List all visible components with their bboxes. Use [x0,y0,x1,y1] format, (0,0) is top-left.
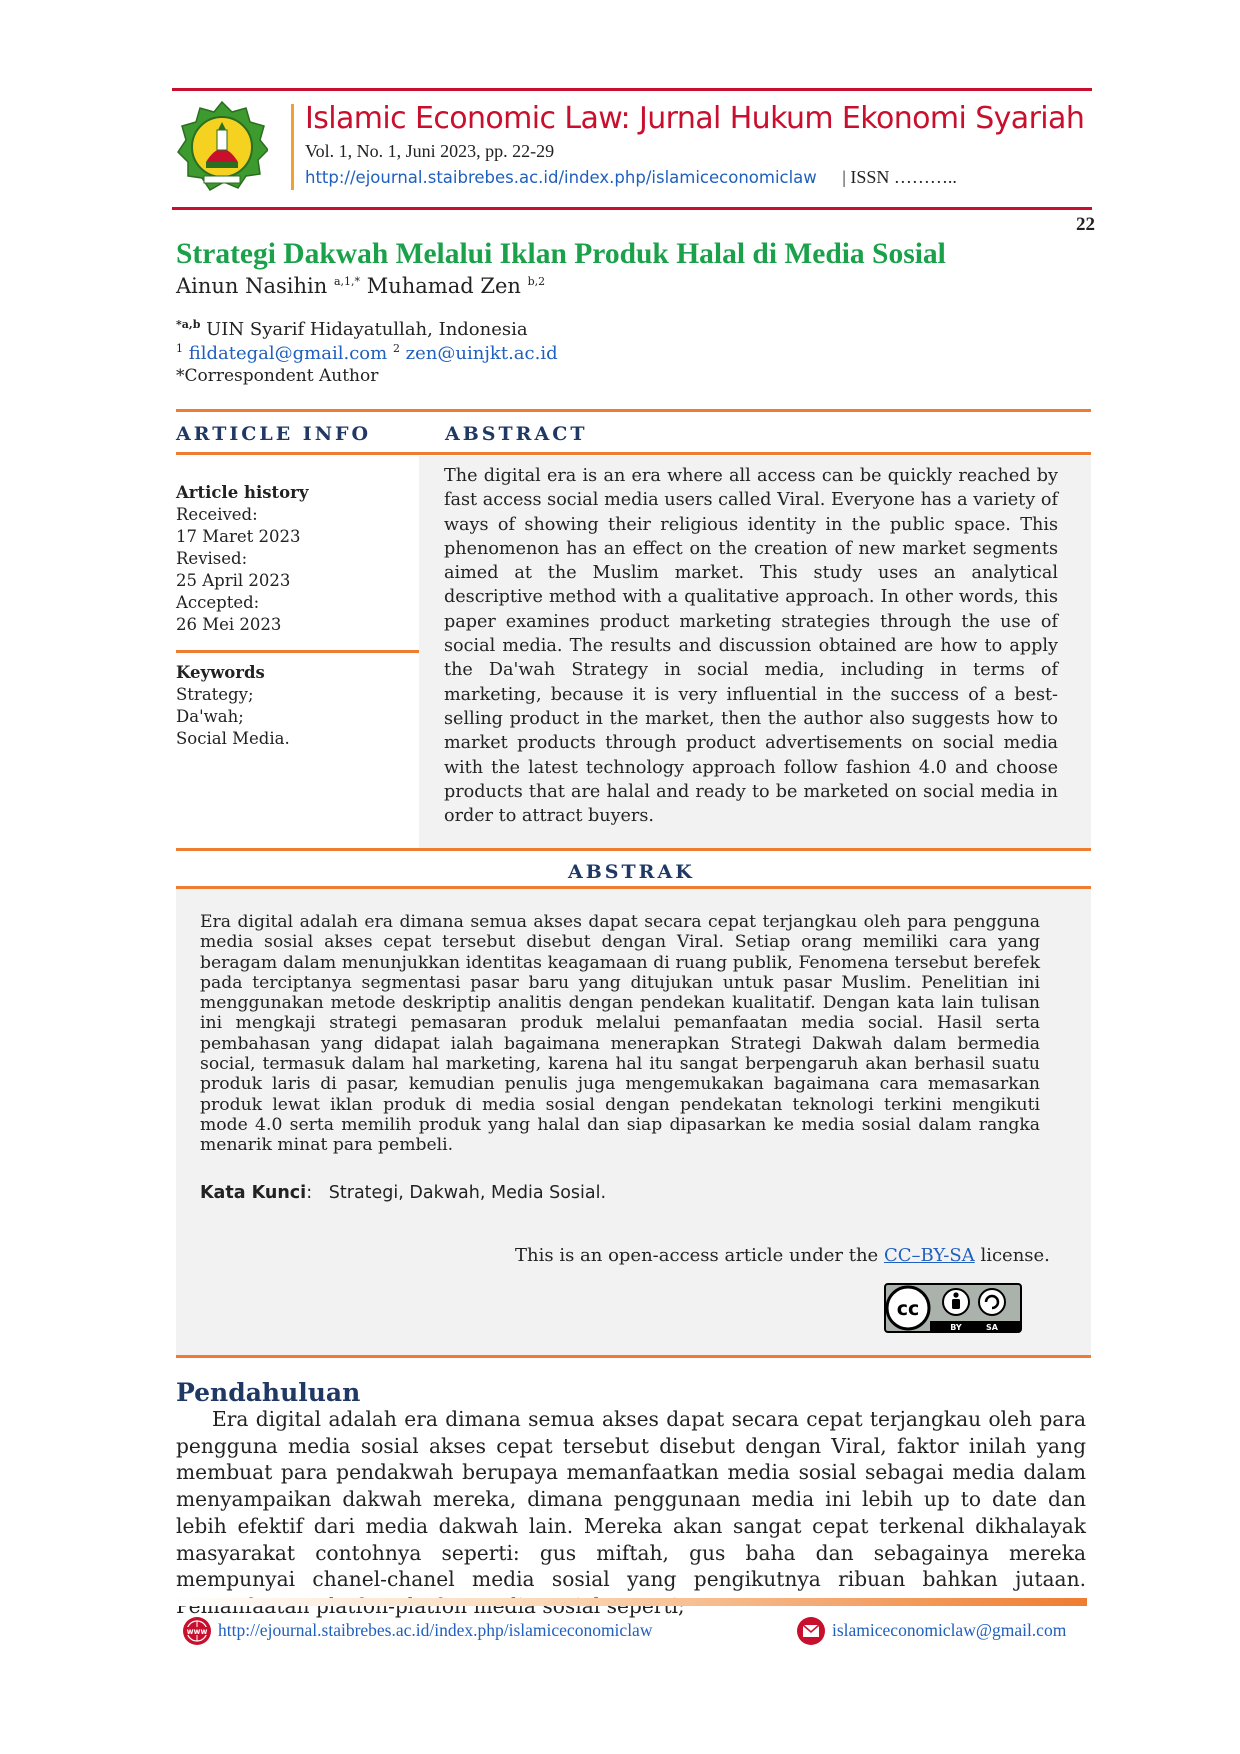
www-globe-icon [182,1616,212,1646]
affiliation-line [176,318,528,340]
abstrak-bottom-rule [176,1355,1091,1358]
email-2-sup: 2 [392,342,400,355]
section-title-pendahuluan: Pendahuluan [176,1378,361,1407]
affiliation: UIN Syarif Hidayatullah, Indonesia [206,319,528,340]
header-bottom-rule [172,207,1092,210]
keywords-label: Keywords [176,663,265,682]
abstrak-top-rule [176,848,1091,851]
info-left-rule [176,452,419,455]
article-history-block [176,482,308,636]
journal-url-line [305,167,957,188]
author-2-sup: b,2 [527,275,546,288]
abstract-heading: ABSTRACT [445,423,588,445]
cc-sa-label: SA [986,1323,998,1332]
keywords-block [176,662,290,750]
correspondent-note: *Correspondent Author [176,366,379,386]
keyword-item: Social Media. [176,729,290,748]
header-accent-bar [291,104,294,190]
stai-brebes-logo-icon [176,100,268,192]
cc-by-label: BY [950,1323,962,1332]
kata-kunci-values: Strategi, Dakwah, Media Sosial. [328,1183,607,1203]
kata-kunci-label: Kata Kunci [200,1183,307,1203]
footer-gradient-rule [172,1598,1087,1606]
keyword-item: Strategy; [176,685,254,704]
header-top-rule [172,88,1092,91]
author-line [176,274,545,298]
email-1-link[interactable]: fildategal@gmail.com [188,343,388,364]
journal-issn: | ISSN ……….. [842,167,957,187]
revised-label: Revised: [176,549,248,568]
received-date: 17 Maret 2023 [176,527,301,546]
article-info-heading: ARTICLE INFO [176,423,372,445]
info-top-rule [176,409,1091,412]
journal-title: Islamic Economic Law: Jurnal Hukum Ekonomi Syariah [305,101,1085,136]
page-number: 22 [1076,214,1095,235]
abstrak-heading: ABSTRAK [568,861,695,883]
abstract-text: The digital era is an era where all access can be quickly reached by fast access social media users called Viral. Everyone has a variety of ways of showing their religious identity in the public space. This phenomenon has an effect on the creation of new market segments aimed at the Muslim market. This study uses an analytical descriptive method with a qualitative approach. In other words, this paper examines product marketing strategies through the use of social media. The results and discussion obtained are how to apply the Da'wah Strategy in social media, including in terms of marketing, because it is very influential in the success of a best-selling product in the market, then the author also suggests how to market products through product advertisements on social media with the latest technology approach follow fashion 4.0 and choose products that are halal and ready to be marketed on social media in order to attract buyers. [444,466,1058,827]
author-2: Muhamad Zen [366,274,521,298]
journal-volume: Vol. 1, No. 1, Juni 2023, pp. 22-29 [305,141,555,161]
license-link[interactable]: CC–BY-SA [883,1245,975,1266]
abstrak-text: Era digital adalah era dimana semua akses dapat secara cepat terjangkau oleh para pengguna media sosial akses cepat tersebut disebut dengan Viral. Setiap orang memiliki cara yang beragam dalam menunjukkan identitas keagamaan di ruang publik, Fenomena tersebut berefek pada terciptanya segmentasi pasar baru yang ditujukan untuk pasar Muslim. Penelitian ini menggunakan metode deskriptip analitis dengan pendekan kualitatif. Dengan kata lain tulisan ini mengkaji strategi pemasaran produk melalui pemanfaatan media social. Hasil serta pembahasan yang didapat ialah bagaimana menerapkan Strategi Dakwah dalam bermedia social, termasuk dalam hal marketing, karena hal itu sangat berpengaruh akan berhasil suatu produk laris di pasar, kemudian penulis juga mengemukakan bagaimana cara memasarkan produk lewat iklan produk di media sosial dengan pendekatan teknologi terkini mengikuti mode 4.0 serta memilih produk yang halal dan siap dipasarkan ke media sosial dalam rangka menarik minat para pembeli. [200,912,1040,1156]
www-label: www [186,1627,208,1636]
intro-paragraph-text: Era digital adalah era dimana semua akses dapat secara cepat terjangkau oleh para pengguna media sosial akses cepat tersebut disebut dengan Viral, faktor inilah yang membuat para pendakwah berupaya memanfaatkan media sosial sebagai media dalam menyampaikan dakwah mereka, dimana penggunaan media ini lebih up to date dan lebih efektif dari media dakwah lain. Mereka akan sangat cepat terkenal dikhalayak masyarakat contohnya seperti: gus miftah, gus baha dan sebagainya mereka mempunyai chanel-chanel media sosial yang pengikutnya ribuan bahkan jutaan. [176,1407,1086,1592]
license-suffix: license. [974,1245,1050,1266]
journal-url-link[interactable]: http://ejournal.staibrebes.ac.id/index.php/islamiceconomiclaw [305,168,817,187]
accepted-label: Accepted: [176,593,260,612]
keyword-item: Da'wah; [176,707,244,726]
footer-email-link[interactable]: islamiceconomiclaw@gmail.com [832,1620,1067,1640]
license-line [515,1245,1050,1266]
license-prefix: This is an open-access article under the [515,1245,884,1266]
email-line [176,342,558,364]
email-1-sup: 1 [176,342,183,355]
intro-paragraph [176,1406,1086,1620]
email-2-link[interactable]: zen@uinjkt.ac.id [405,343,558,364]
footer-url-link[interactable]: http://ejournal.staibrebes.ac.id/index.php/islamiceconomiclaw [218,1620,653,1640]
received-label: Received: [176,505,258,524]
author-1-sup: a,1,* [333,275,361,288]
cc-by-sa-badge-icon[interactable] [884,1283,1022,1333]
affiliation-sup: *a,b [176,318,201,331]
author-1: Ainun Nasihin [176,274,328,298]
svg-text:cc: cc [896,1298,920,1320]
kata-kunci-line: Kata Kunci: Strategi, Dakwah, Media Sosial. [200,1183,607,1203]
envelope-icon [796,1616,826,1646]
abstract-rule [419,452,1091,455]
keywords-top-rule [176,650,419,653]
article-title: Strategi Dakwah Melalui Iklan Produk Halal di Media Sosial [176,238,946,270]
revised-date: 25 April 2023 [176,571,291,590]
accepted-date: 26 Mei 2023 [176,615,282,634]
history-label: Article history [176,483,309,502]
